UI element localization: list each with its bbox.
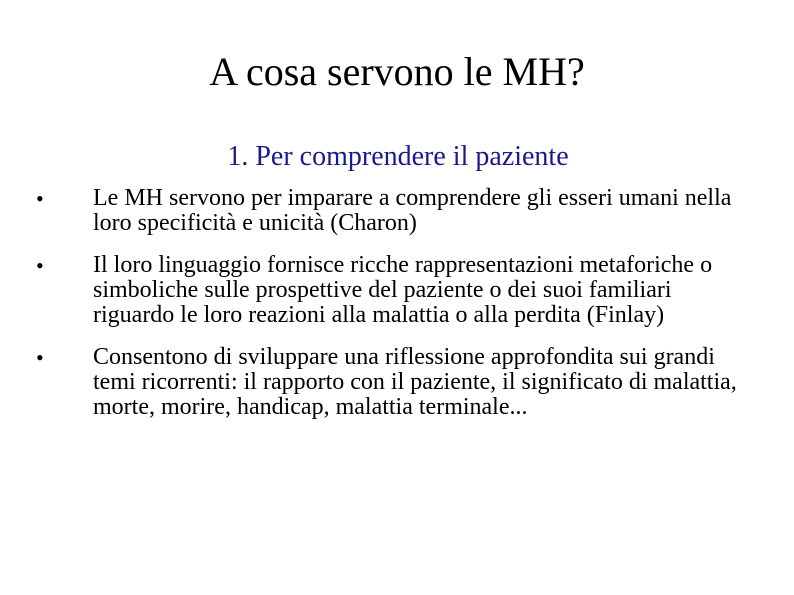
slide-subtitle: 1. Per comprendere il paziente	[227, 141, 569, 172]
bullet-text: Il loro linguaggio fornisce ricche rappresentazioni metaforiche o simboliche sulle prospettive del paziente o dei suoi familiari riguardo le loro reazioni alla malattia o alla perdita (Finlay)	[93, 252, 713, 328]
slide-title: A cosa servono le MH?	[209, 49, 585, 94]
bullet-text: Le MH servono per imparare a comprendere gli esseri umani nella loro specificità e unicità (Charon)	[93, 185, 732, 236]
list-item	[0, 345, 794, 420]
bullet-text: Consentono di sviluppare una riflessione approfondita sui grandi temi ricorrenti: il rapporto con il paziente, il significato di malattia, morte, morire, handicap, malattia terminale...	[93, 344, 737, 420]
list-item	[0, 253, 794, 328]
bullet-icon: •	[36, 253, 44, 278]
list-item	[0, 186, 794, 236]
bullet-list	[0, 186, 794, 420]
bullet-icon: •	[36, 186, 44, 211]
bullet-icon: •	[36, 345, 44, 370]
